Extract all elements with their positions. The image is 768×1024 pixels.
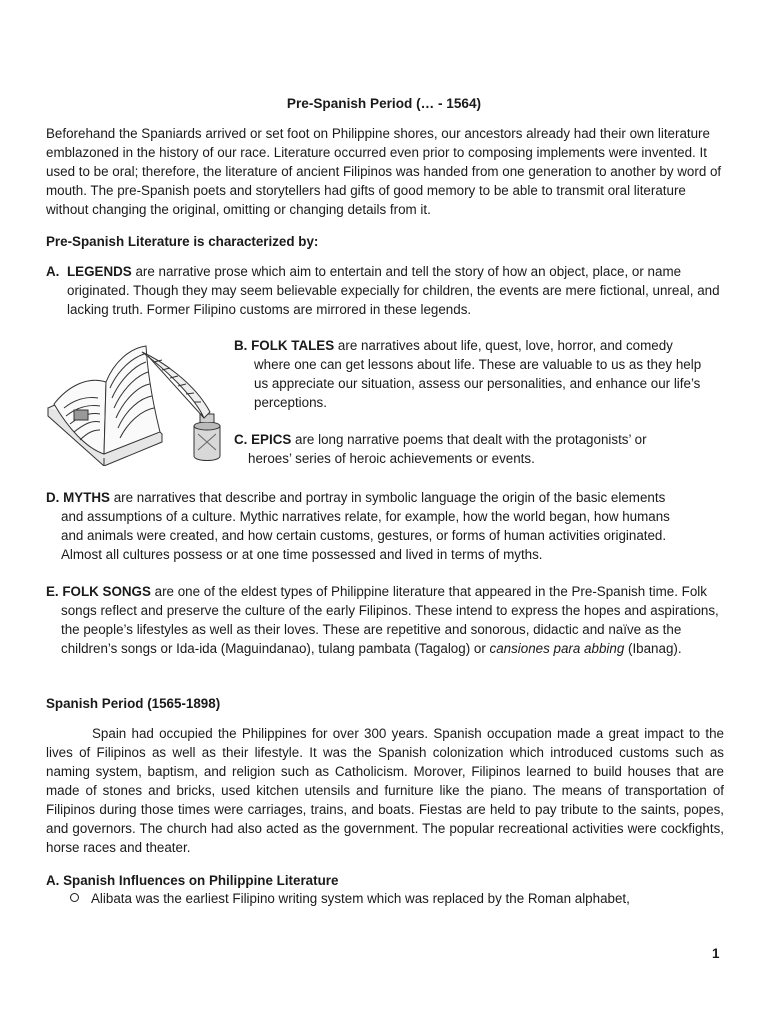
page-title: Pre-Spanish Period (… - 1564) [286,96,482,111]
folk-songs-line-2: songs reflect and preserve the culture of the early Filipinos. These intend to express the hopes and aspirations, [61,603,719,618]
bullet-text: Alibata was the earliest Filipino writing system which was replaced by the Roman alphabet, [91,891,630,906]
myths-line-4: Almost all cultures possess or at one time possessed and lived in terms of myths. [61,547,543,562]
epics-line-2: heroes’ series of heroic achievements or events. [248,451,535,466]
folk-tales-item [234,336,724,412]
myths-line-1: are narratives that describe and portray in symbolic language the origin of the basic elements [109,490,666,505]
folk-tales-line-2: where one can get lessons about life. These are valuable to us as they help [254,357,702,372]
folk-songs-term: E. FOLK SONGS [46,584,151,599]
legends-item [46,262,726,319]
myths-term: D. MYTHS [46,490,110,505]
legends-text: are narrative prose which aim to entertain and tell the story of how an object, place, or name originated. Though they may seem believable expecially for children, the events are mere fictional, unreal, and lacking truth. Former Filipino customs are mirrored in these legends. [67,264,720,317]
bullet-circle-icon [70,893,79,902]
page-number: 1 [712,946,720,961]
characterized-heading: Pre-Spanish Literature is characterized by: [46,234,319,249]
spanish-influences-heading: A. Spanish Influences on Philippine Literature [46,873,339,888]
book-quill-illustration [44,338,230,466]
folk-songs-line-4a: children’s songs or Ida-ida (Maguindanao), tulang pambata (Tagalog) or [61,641,490,656]
myths-item [46,488,726,564]
spanish-period-heading: Spanish Period (1565-1898) [46,696,221,711]
folk-tales-line-4: perceptions. [254,395,327,410]
epics-line-1: are long narrative poems that dealt with the protagonists’ or [291,432,647,447]
folk-tales-line-3: us appreciate our situation, assess our personalities, and enhance our life’s [254,376,701,391]
bullet-item [70,889,720,908]
folk-songs-item [46,582,726,658]
myths-line-2: and assumptions of a culture. Mythic narratives relate, for example, how the world began, how humans [61,509,670,524]
folk-tales-term: B. FOLK TALES [234,338,335,353]
folk-tales-line-1: are narratives about life, quest, love, horror, and comedy [334,338,673,353]
folk-songs-line-4-italic: cansiones para abbing [489,641,625,656]
legends-label: A. [46,264,60,279]
epics-item [234,430,724,468]
epics-term: C. EPICS [234,432,292,447]
folk-songs-line-4b: (Ibanag). [624,641,682,656]
spanish-period-paragraph: Spain had occupied the Philippines for over 300 years. Spanish occupation made a great impact to the lives of Filipinos as well as their lifestyle. It was the Spanish colonization which introduced customs such as naming system, baptism, and religion such as Catholicism. Morover, Filipinos learned to build houses that are made of stones and bricks, used kitchen utensils and furniture like the piano. The means of transportation of Filipinos during those times were carriages, trains, and boats. Fiestas are held to pay tribute to the saints, popes, and governors. The church had also acted as the government. The popular recreational activities were cockfights, horse races and theater. [46,726,724,855]
folk-songs-line-1: are one of the eldest types of Philippine literature that appeared in the Pre-Spanish time. Folk [150,584,707,599]
legends-term: LEGENDS [67,264,132,279]
myths-line-3: and animals were created, and how certain customs, gestures, or forms of human activities originated. [61,528,667,543]
intro-paragraph: Beforehand the Spaniards arrived or set foot on Philippine shores, our ancestors already had their own literature emblazoned in the history of our race. Literature occurred even prior to composing implements were invented. It used to be oral; therefore, the literature of ancient Filipinos was handed from one generation to another by word of mouth. The pre-Spanish poets and storytellers had gifts of good memory to be able to transmit oral literature without changing the original, omitting or changing details from it. [46,126,722,217]
folk-songs-line-3: the people’s lifestyles as well as their loves. These are repetitive and sonorous, didactic and naïve as the [61,622,682,637]
